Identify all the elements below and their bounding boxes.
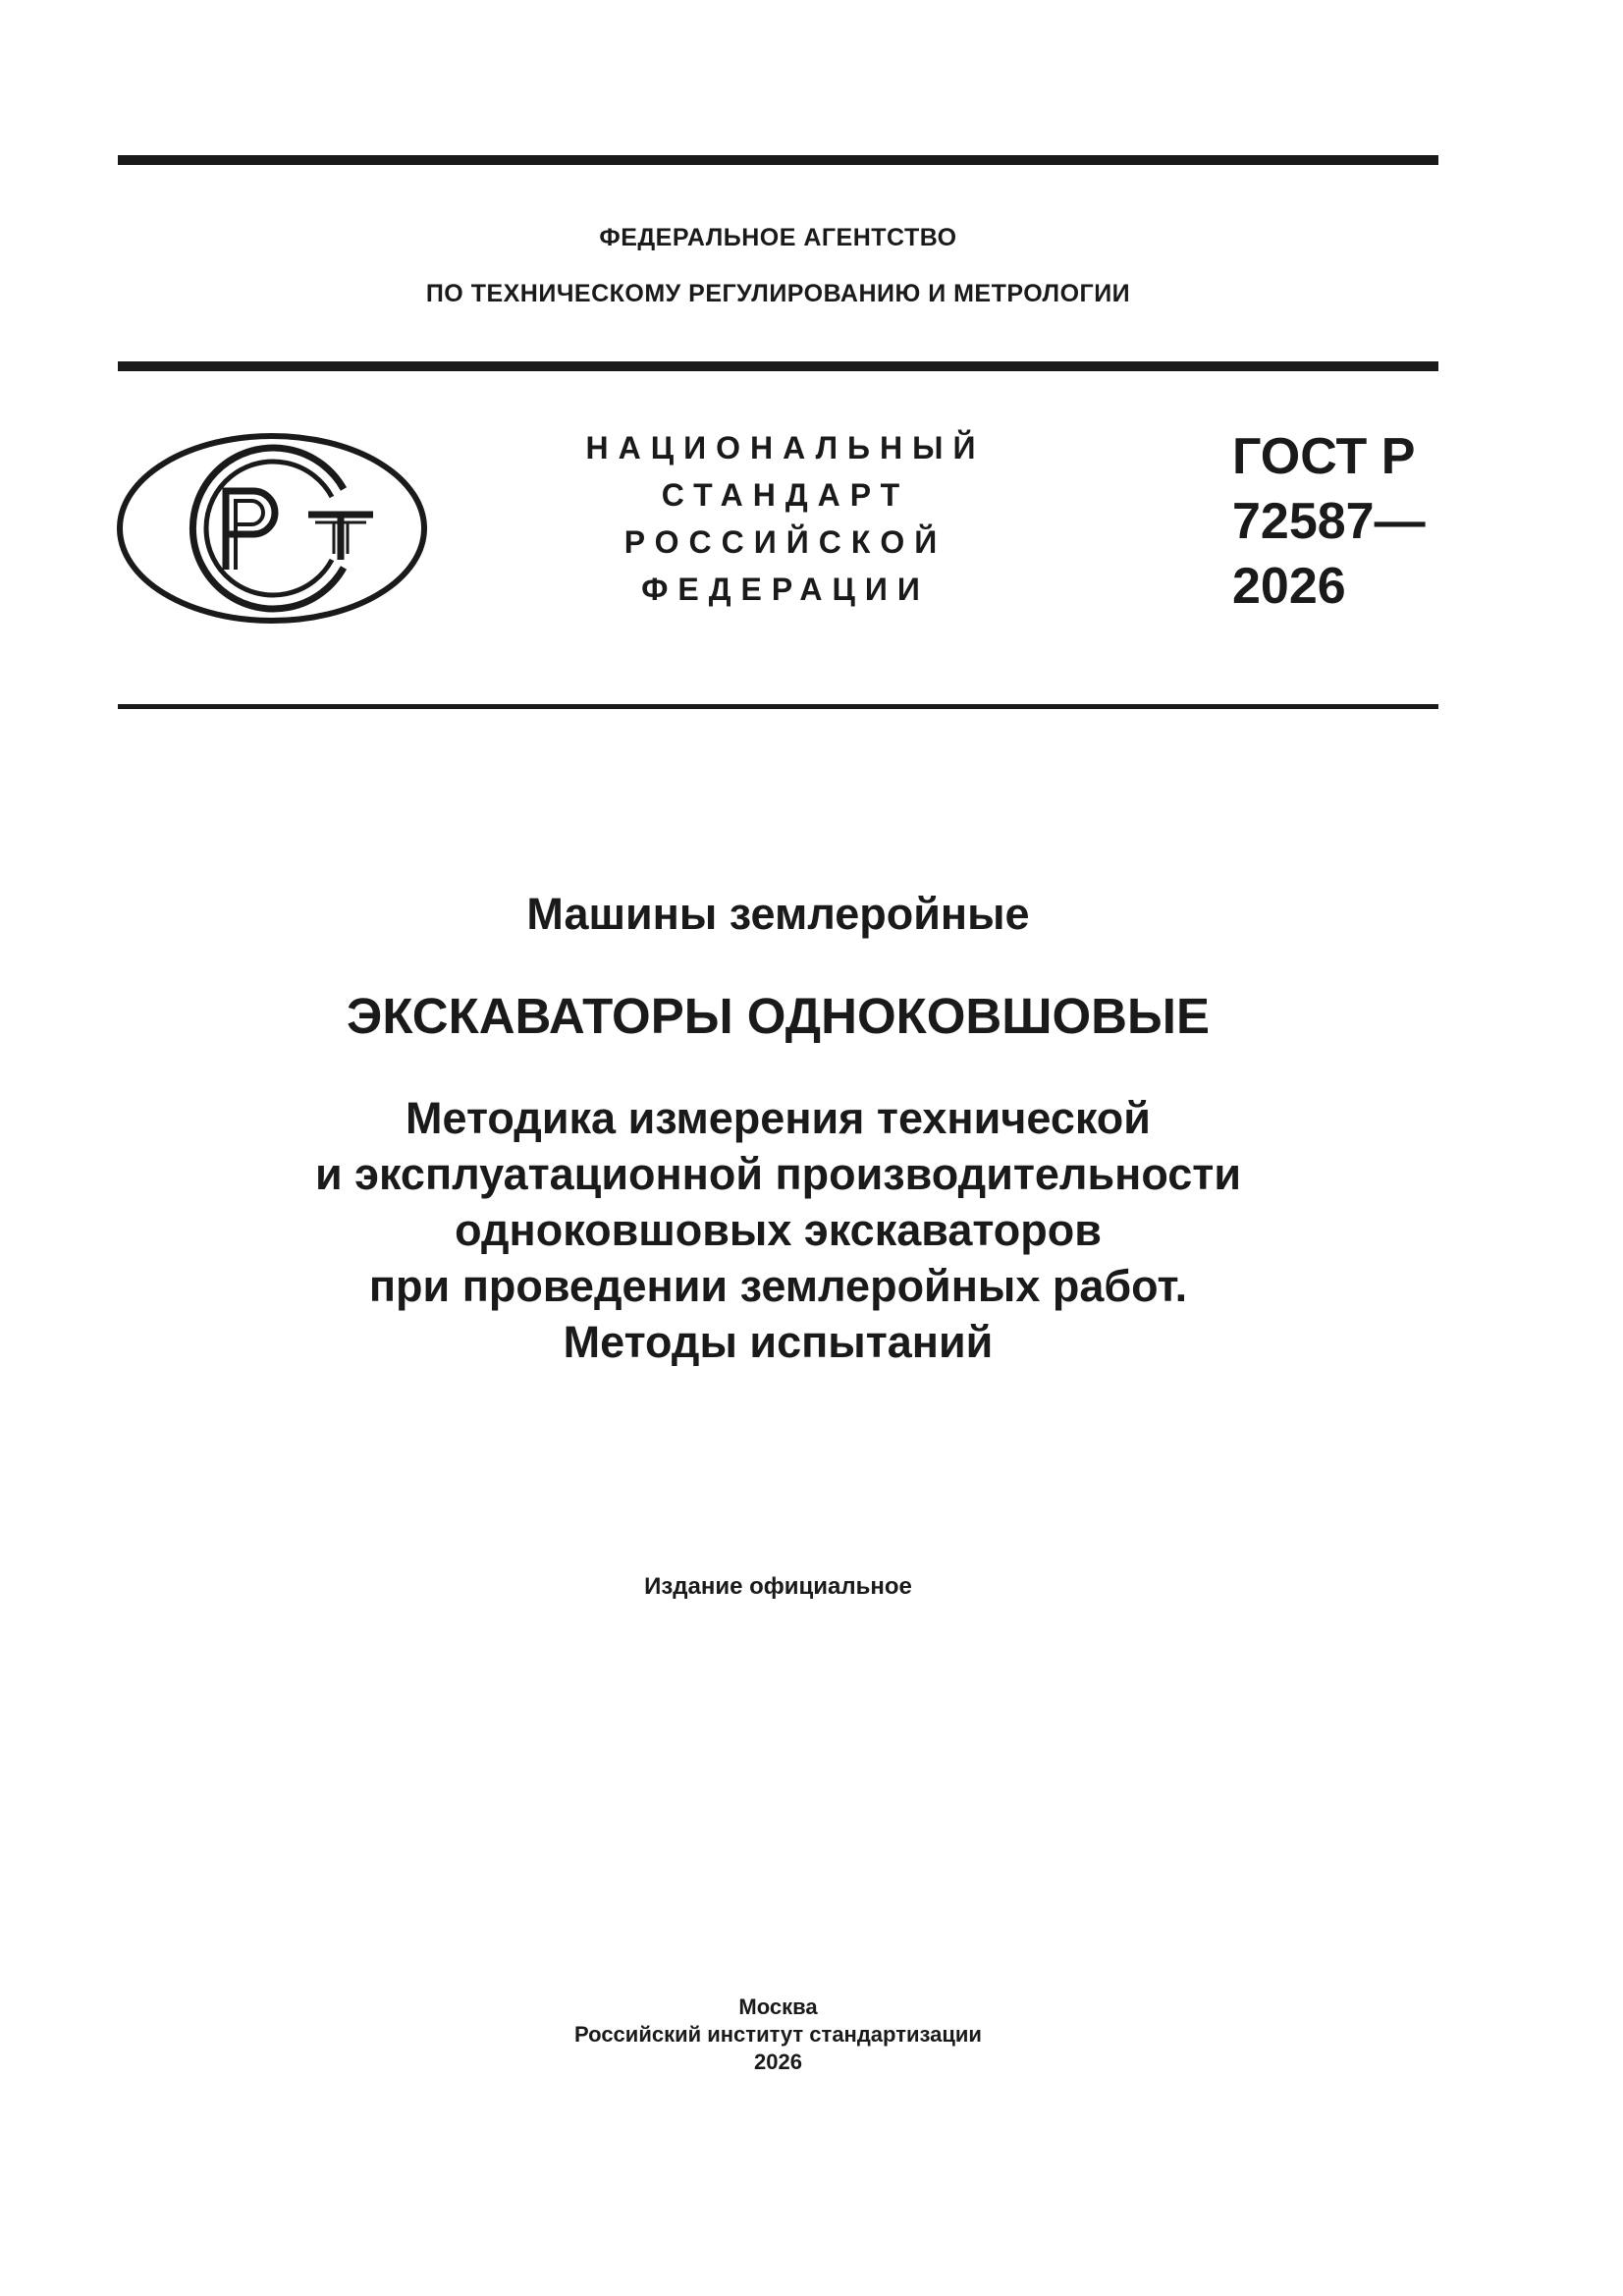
standard-rule [118, 704, 1438, 709]
edition-label: Издание официальное [644, 1573, 912, 1600]
publisher-block [118, 1994, 1438, 2076]
gost-code-line-2: 72587— [1232, 493, 1426, 550]
subtitle-line-4: при проведении землеройных работ. [368, 1261, 1188, 1311]
publisher-institute: Российский институт стандартизации [574, 2022, 982, 2047]
agency-line-2: ПО ТЕХНИЧЕСКОМУ РЕГУЛИРОВАНИЮ И МЕТРОЛОГИИ [425, 280, 1131, 307]
top-rule [118, 155, 1438, 165]
subject-title: Машины землеройные [526, 889, 1030, 939]
main-title: ЭКСКАВАТОРЫ ОДНОКОВШОВЫЕ [347, 988, 1210, 1044]
gost-code [1232, 424, 1426, 619]
subtitle-line-1: Методика измерения технической [406, 1093, 1151, 1143]
national-standard-label [550, 424, 1021, 613]
agency-line-1: ФЕДЕРАЛЬНОЕ АГЕНТСТВО [599, 224, 957, 251]
national-line-4: ФЕДЕРАЦИИ [641, 572, 930, 607]
gost-code-line-1: ГОСТ Р [1232, 428, 1416, 485]
rst-logo-icon [116, 432, 428, 625]
header-rule [118, 361, 1438, 371]
national-line-3: РОССИЙСКОЙ [623, 524, 947, 560]
subtitle-line-2: и эксплуатационной производительности [314, 1149, 1241, 1199]
subtitle [118, 1090, 1438, 1370]
national-line-2: СТАНДАРТ [661, 477, 910, 513]
national-line-1: НАЦИОНАЛЬНЫЙ [585, 430, 986, 465]
publisher-city: Москва [738, 1995, 818, 2019]
publisher-year: 2026 [754, 2050, 802, 2074]
gost-code-line-3: 2026 [1232, 558, 1346, 615]
subtitle-line-3: одноковшовых экскаваторов [455, 1205, 1102, 1255]
subtitle-line-5: Методы испытаний [563, 1317, 994, 1367]
